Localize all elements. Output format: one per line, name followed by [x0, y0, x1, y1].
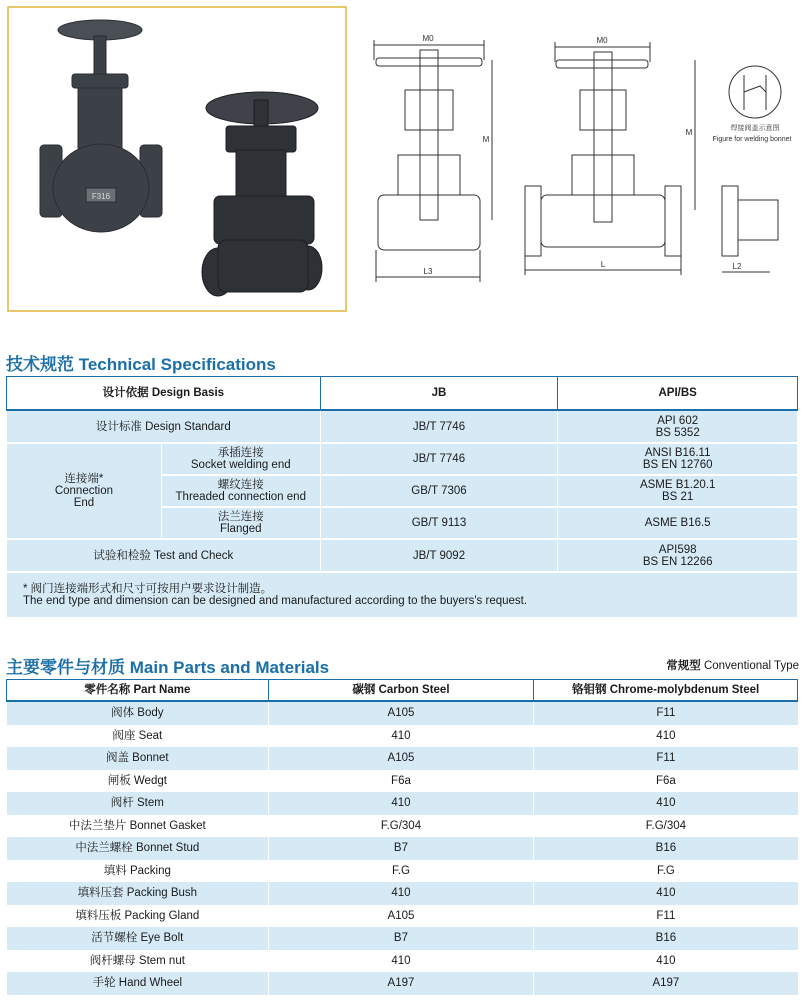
- bonnet-caption-en: Figure for welding bonnet: [712, 136, 792, 143]
- note-en: The end type and dimension can be designed and manufactured according to the buyers's request.: [23, 595, 528, 607]
- parts-header-name: 零件名称 Part Name: [7, 680, 269, 702]
- parts-header-row: [7, 680, 798, 702]
- chrome-moly-cell: 410: [534, 725, 798, 748]
- part-name-cell: 活节螺栓 Eye Bolt: [7, 927, 269, 950]
- spec-row-socket-weld: [7, 443, 798, 475]
- part-name-cell: 闸板 Wedgt: [7, 770, 269, 793]
- carbon-steel-cell: A197: [268, 972, 534, 995]
- spec-header-design-basis: 设计依据 Design Basis: [7, 377, 321, 411]
- table-row: [7, 701, 798, 725]
- dim-m0-label-2: M0: [596, 36, 608, 45]
- spec-note-row: [7, 572, 798, 618]
- dim-m-label-2: M: [685, 128, 693, 137]
- carbon-steel-cell: B7: [268, 927, 534, 950]
- dim-l3-label: L3: [423, 267, 433, 276]
- parts-header-carbon: 碳钢 Carbon Steel: [268, 680, 534, 702]
- conventional-type-label: 常规型 Conventional Type: [666, 660, 799, 672]
- dim-m0-label: M0: [422, 34, 434, 43]
- table-row: [7, 837, 798, 860]
- chrome-moly-cell: A197: [534, 972, 798, 995]
- spec-table: [6, 376, 798, 619]
- part-name-cell: 阀杆螺母 Stem nut: [7, 950, 269, 973]
- design-standard-label: 设计标准 Design Standard: [7, 410, 321, 443]
- table-row: [7, 882, 798, 905]
- carbon-steel-cell: 410: [268, 792, 534, 815]
- chrome-moly-cell: B16: [534, 837, 798, 860]
- part-name-cell: 填料压套 Packing Bush: [7, 882, 269, 905]
- dim-m-label: M: [482, 135, 490, 144]
- drawing-socket-weld: [374, 34, 492, 282]
- product-figures: [0, 0, 805, 318]
- part-name-cell: 阀座 Seat: [7, 725, 269, 748]
- chrome-moly-cell: F.G/304: [534, 815, 798, 838]
- carbon-steel-cell: F.G: [268, 860, 534, 883]
- flanged-api: ASME B16.5: [558, 507, 798, 539]
- socket-weld-label: 承插连接 Socket welding end: [161, 443, 320, 475]
- spec-note: [7, 572, 798, 618]
- parts-table-body: [7, 701, 798, 995]
- design-standard-jb: JB/T 7746: [320, 410, 558, 443]
- carbon-steel-cell: A105: [268, 905, 534, 928]
- carbon-steel-cell: A105: [268, 747, 534, 770]
- chrome-moly-cell: 410: [534, 792, 798, 815]
- dim-l2-label: L2: [732, 262, 742, 271]
- part-name-cell: 填料 Packing: [7, 860, 269, 883]
- carbon-steel-cell: 410: [268, 950, 534, 973]
- table-row: [7, 950, 798, 973]
- carbon-steel-cell: 410: [268, 725, 534, 748]
- part-name-cell: 阀杆 Stem: [7, 792, 269, 815]
- table-row: [7, 815, 798, 838]
- carbon-steel-cell: B7: [268, 837, 534, 860]
- part-name-cell: 填料压板 Packing Gland: [7, 905, 269, 928]
- table-row: [7, 792, 798, 815]
- carbon-steel-cell: A105: [268, 701, 534, 725]
- chrome-moly-cell: B16: [534, 927, 798, 950]
- connection-end-label: 连接端* Connection End: [7, 443, 162, 539]
- dim-l-label: L: [600, 260, 606, 269]
- table-row: [7, 725, 798, 748]
- carbon-steel-cell: 410: [268, 882, 534, 905]
- test-label: 试验和检验 Test and Check: [7, 539, 321, 572]
- spec-title-cn: 技术规范: [6, 355, 74, 375]
- design-standard-api: API 602 BS 5352: [558, 410, 798, 443]
- table-row: [7, 927, 798, 950]
- part-name-cell: 阀盖 Bonnet: [7, 747, 269, 770]
- welding-bonnet-figure: [713, 66, 792, 272]
- spec-header-api-bs: API/BS: [558, 377, 798, 411]
- spec-title-en: Technical Specifications: [78, 355, 276, 374]
- part-name-cell: 中法兰垫片 Bonnet Gasket: [7, 815, 269, 838]
- spec-section-title: [6, 350, 276, 375]
- part-name-cell: 中法兰螺栓 Bonnet Stud: [7, 837, 269, 860]
- chrome-moly-cell: 410: [534, 882, 798, 905]
- carbon-steel-cell: F.G/304: [268, 815, 534, 838]
- chrome-moly-cell: F6a: [534, 770, 798, 793]
- table-row: [7, 860, 798, 883]
- note-cn: * 阀门连接端形式和尺寸可按用户要求设计制造。: [23, 583, 273, 595]
- carbon-steel-cell: F6a: [268, 770, 534, 793]
- threaded-api: ASME B1.20.1 BS 21: [558, 475, 798, 507]
- flanged-jb: GB/T 9113: [320, 507, 558, 539]
- flanged-label: 法兰连接 Flanged: [161, 507, 320, 539]
- table-row: [7, 905, 798, 928]
- drawing-flanged: [525, 36, 695, 275]
- table-row: [7, 747, 798, 770]
- chrome-moly-cell: 410: [534, 950, 798, 973]
- table-row: [7, 972, 798, 995]
- valve-mark: F316: [91, 192, 111, 201]
- chrome-moly-cell: F11: [534, 701, 798, 725]
- spec-row-design-standard: [7, 410, 798, 443]
- chrome-moly-cell: F11: [534, 905, 798, 928]
- spec-row-test: [7, 539, 798, 572]
- spec-header-jb: JB: [320, 377, 558, 411]
- parts-section-title: [6, 653, 329, 678]
- part-name-cell: 阀体 Body: [7, 701, 269, 725]
- socket-weld-jb: JB/T 7746: [320, 443, 558, 475]
- socket-weld-api: ANSI B16.11 BS EN 12760: [558, 443, 798, 475]
- part-name-cell: 手轮 Hand Wheel: [7, 972, 269, 995]
- test-jb: JB/T 9092: [320, 539, 558, 572]
- parts-table: [6, 679, 798, 995]
- threaded-label: 螺纹连接 Threaded connection end: [161, 475, 320, 507]
- test-api: API598 BS EN 12266: [558, 539, 798, 572]
- threaded-jb: GB/T 7306: [320, 475, 558, 507]
- spec-header-row: [7, 377, 798, 411]
- table-row: [7, 770, 798, 793]
- chrome-moly-cell: F.G: [534, 860, 798, 883]
- parts-title-en: Main Parts and Materials: [129, 658, 330, 677]
- bonnet-caption-cn: 焊接阀盖示意图: [730, 124, 780, 132]
- parts-header-chromemoly: 铬钼钢 Chrome-molybdenum Steel: [534, 680, 798, 702]
- chrome-moly-cell: F11: [534, 747, 798, 770]
- parts-title-cn: 主要零件与材质: [6, 658, 125, 678]
